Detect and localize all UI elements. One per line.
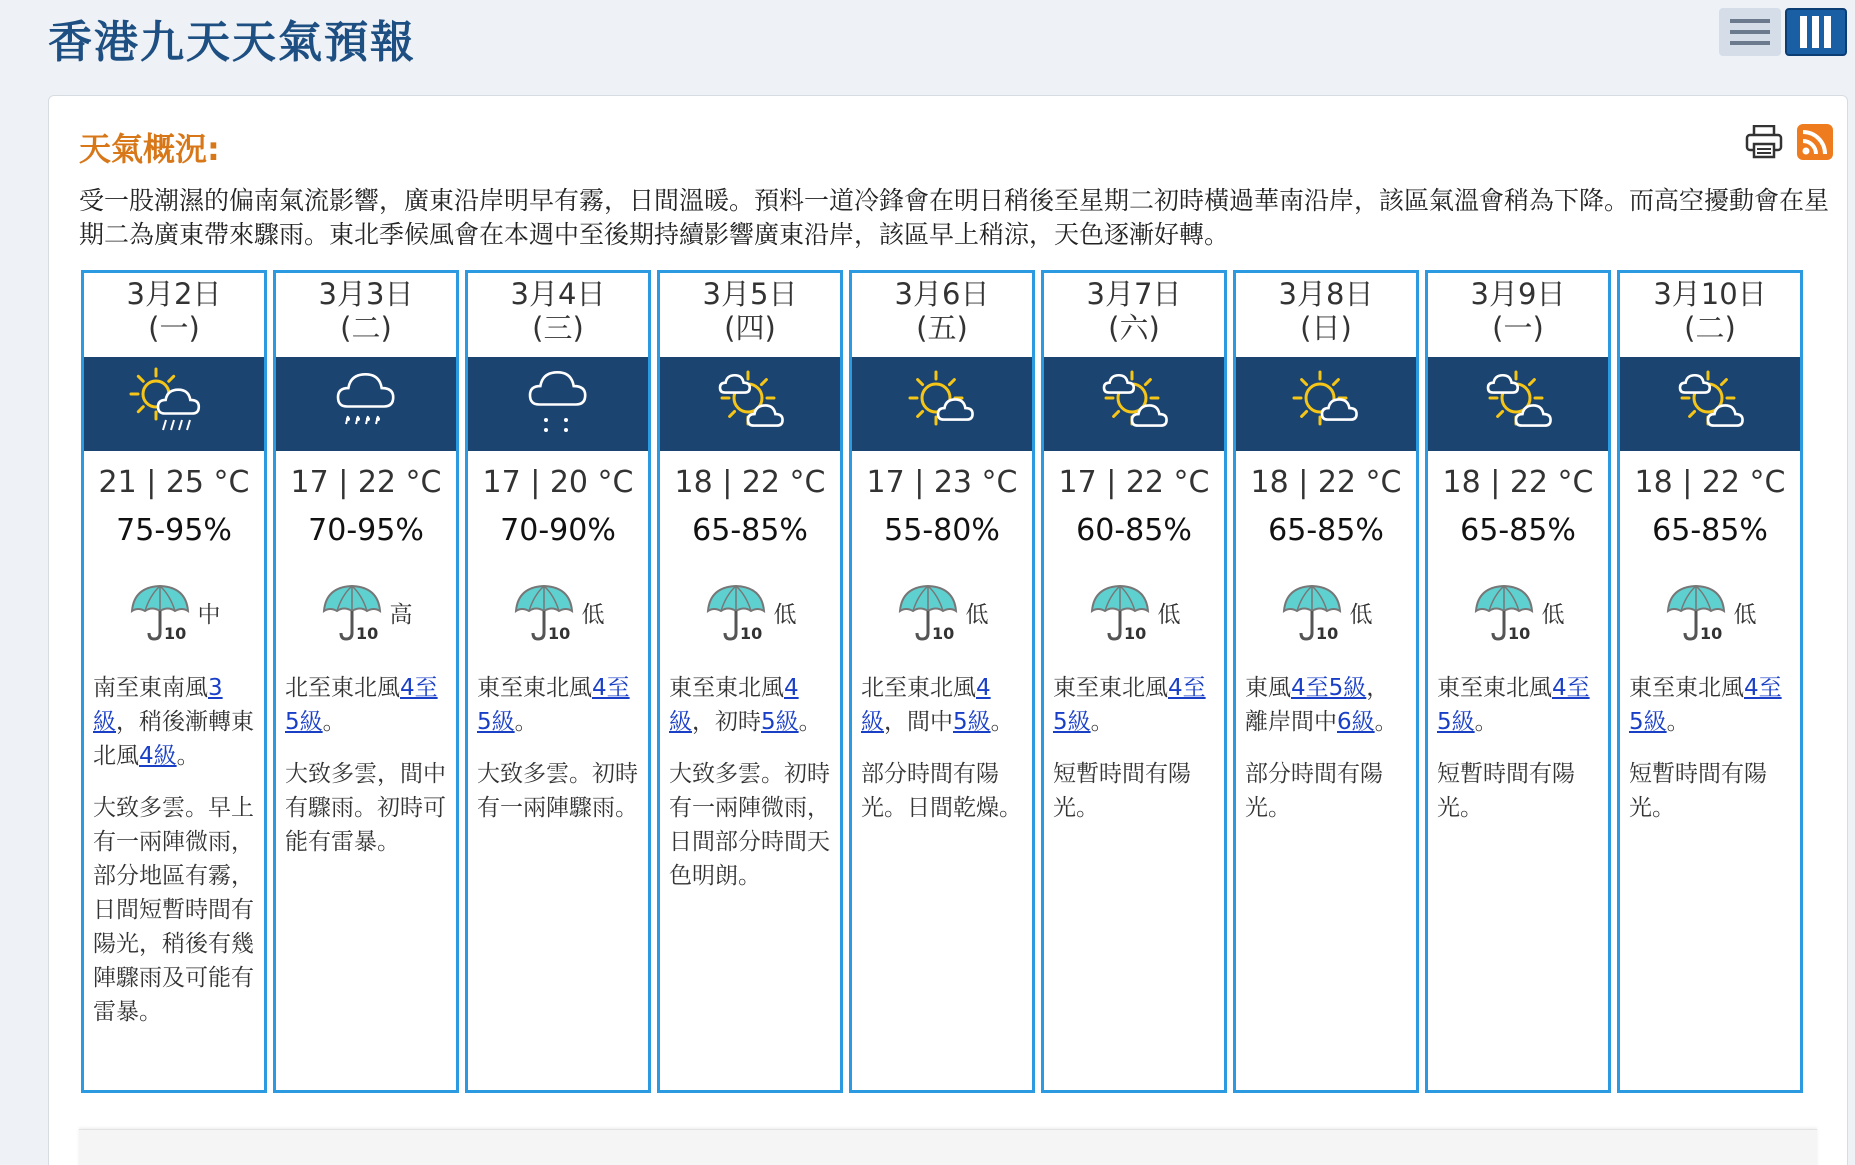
weather-description: 短暫時間有陽光。 — [1437, 761, 1575, 821]
date-label: 3月7日 — [1086, 277, 1182, 311]
weekday-label: (二) — [340, 311, 392, 345]
daily-forecast-list — [81, 270, 1803, 1093]
wind-text: 。 — [798, 709, 822, 735]
wind-description — [1620, 671, 1800, 739]
umbrella-icon — [128, 581, 192, 643]
umbrella-icon — [896, 581, 960, 643]
weather-icon-band — [660, 357, 840, 451]
humidity-range: 60-85% — [1076, 513, 1192, 548]
weather-description: 大致多雲。初時有一兩陣微雨，日間部分時間天色明朗。 — [669, 761, 830, 889]
svg-text:10: 10 — [739, 624, 762, 643]
umbrella-icon — [1664, 581, 1728, 643]
sun-cloud-rain-icon — [124, 364, 224, 444]
weather-icon-band — [276, 357, 456, 451]
rain-probability[interactable] — [1428, 577, 1608, 647]
weekday-label: (五) — [916, 311, 968, 345]
weather-description: 大致多雲。早上有一兩陣微雨，部分地區有霧，日間短暫時間有陽光，稍後有幾陣驟雨及可能有雷暴。 — [93, 795, 254, 1025]
rain-probability[interactable] — [84, 577, 264, 647]
wind-description — [84, 671, 264, 773]
temperature-range: 17 | 20 °C — [482, 465, 634, 500]
weather-description: 部分時間有陽光。 — [1245, 761, 1383, 821]
wind-text: 。 — [1090, 709, 1114, 735]
wind-force-link[interactable]: 4至5級 — [1053, 675, 1206, 735]
rain-probability-label: 低 — [1541, 601, 1565, 628]
day-column — [465, 270, 651, 1093]
rain-probability-label: 低 — [581, 601, 605, 628]
date-label: 3月6日 — [894, 277, 990, 311]
wind-text: 東至東北風 — [477, 675, 592, 701]
temperature-range: 17 | 23 °C — [866, 465, 1018, 500]
wind-force-link[interactable]: 4至5級 — [1291, 675, 1367, 701]
sun-cloud-icon — [892, 364, 992, 444]
page-title: 香港九天天氣預報 — [48, 17, 416, 68]
weather-description: 大致多雲，間中有驟雨。初時可能有雷暴。 — [285, 761, 446, 855]
umbrella-icon — [320, 581, 384, 643]
svg-text:10: 10 — [1507, 624, 1530, 643]
weekday-label: (二) — [1684, 311, 1736, 345]
wind-text: ，間中 — [884, 709, 953, 735]
wind-text: 北至東北風 — [285, 675, 400, 701]
wind-text: 。 — [176, 743, 200, 769]
weather-icon-band — [468, 357, 648, 451]
wind-force-link[interactable]: 3級 — [93, 675, 223, 735]
humidity-range: 65-85% — [1268, 513, 1384, 548]
weekday-label: (六) — [1108, 311, 1160, 345]
wind-text: 。 — [1666, 709, 1690, 735]
day-column — [1617, 270, 1803, 1093]
wind-description — [1236, 671, 1416, 739]
summary-text: 受一股潮濕的偏南氣流影響，廣東沿岸明早有霧，日間溫暖。預料一道冷鋒會在明日稍後至星期二初時橫過華南沿岸，該區氣溫會稍為下降。而高空擾動會在星期二為廣東帶來驟雨。東北季候風會在本週中至後期持續影響廣東沿岸，該區早上稍涼，天色逐漸好轉。 — [79, 186, 1830, 249]
rss-icon[interactable] — [1797, 124, 1833, 160]
cloud-drizzle-icon — [508, 364, 608, 444]
cloud-rain-icon — [316, 364, 416, 444]
printer-icon[interactable] — [1745, 125, 1783, 159]
weather-icon-band — [852, 357, 1032, 451]
temperature-range: 17 | 22 °C — [1058, 465, 1210, 500]
umbrella-icon — [704, 581, 768, 643]
humidity-range: 75-95% — [116, 513, 232, 548]
wind-text: 東至東北風 — [1437, 675, 1552, 701]
wind-text: 。 — [514, 709, 538, 735]
wind-text: 北至東北風 — [861, 675, 976, 701]
column-view-button[interactable] — [1785, 8, 1847, 56]
humidity-range: 65-85% — [1460, 513, 1576, 548]
svg-text:10: 10 — [547, 624, 570, 643]
humidity-range: 70-95% — [308, 513, 424, 548]
day-date — [660, 273, 840, 357]
humidity-range: 70-90% — [500, 513, 616, 548]
day-date — [1044, 273, 1224, 357]
weather-icon-band — [84, 357, 264, 451]
wind-force-link[interactable]: 4至5級 — [477, 675, 630, 735]
wind-force-link[interactable]: 5級 — [953, 709, 991, 735]
view-toggle — [1719, 8, 1847, 56]
date-label: 3月4日 — [510, 277, 606, 311]
rain-probability-label: 低 — [773, 601, 797, 628]
rain-probability[interactable] — [276, 577, 456, 647]
humidity-range: 55-80% — [884, 513, 1000, 548]
rain-probability[interactable] — [660, 577, 840, 647]
day-date — [852, 273, 1032, 357]
weekday-label: (一) — [148, 311, 200, 345]
weather-description: 短暫時間有陽光。 — [1629, 761, 1767, 821]
panel-tools — [1745, 124, 1833, 160]
svg-text:10: 10 — [931, 624, 954, 643]
forecast-panel — [48, 95, 1848, 1165]
day-date — [276, 273, 456, 357]
temperature-range: 17 | 22 °C — [290, 465, 442, 500]
umbrella-icon — [1472, 581, 1536, 643]
umbrella-icon — [1088, 581, 1152, 643]
wind-text: 東風 — [1245, 675, 1291, 701]
rain-probability-label: 低 — [1733, 601, 1757, 628]
day-date — [84, 273, 264, 357]
rain-probability[interactable] — [1620, 577, 1800, 647]
weather-icon-band — [1044, 357, 1224, 451]
wind-text: 。 — [990, 709, 1014, 735]
sun-clouds-icon — [1660, 364, 1760, 444]
svg-text:10: 10 — [163, 624, 186, 643]
svg-text:10: 10 — [1123, 624, 1146, 643]
temperature-range: 21 | 25 °C — [98, 465, 250, 500]
weekday-label: (四) — [724, 311, 776, 345]
temperature-range: 18 | 22 °C — [1250, 465, 1402, 500]
rain-probability-label: 低 — [1349, 601, 1373, 628]
summary-heading: 天氣概況: — [79, 130, 220, 168]
temperature-range: 18 | 22 °C — [674, 465, 826, 500]
wind-text: 。 — [1374, 709, 1398, 735]
day-column — [81, 270, 267, 1093]
weather-description: 大致多雲。初時有一兩陣驟雨。 — [477, 761, 638, 821]
sun-clouds-icon — [1084, 364, 1184, 444]
day-column — [1041, 270, 1227, 1093]
day-date — [1236, 273, 1416, 357]
weather-icon-band — [1620, 357, 1800, 451]
temperature-range: 18 | 22 °C — [1442, 465, 1594, 500]
weather-icon-band — [1236, 357, 1416, 451]
date-label: 3月8日 — [1278, 277, 1374, 311]
weekday-label: (一) — [1492, 311, 1544, 345]
list-view-button[interactable] — [1719, 8, 1781, 56]
date-label: 3月10日 — [1653, 277, 1767, 311]
day-column — [849, 270, 1035, 1093]
weather-icon-band — [1428, 357, 1608, 451]
wind-text: 。 — [1474, 709, 1498, 735]
wind-force-link[interactable]: 4級 — [669, 675, 799, 735]
list-view-icon — [1730, 17, 1770, 47]
rain-probability-label: 中 — [197, 601, 221, 628]
wind-description — [468, 671, 648, 739]
wind-text: 東至東北風 — [1629, 675, 1744, 701]
date-label: 3月5日 — [702, 277, 798, 311]
wind-force-link[interactable]: 4至5級 — [285, 675, 438, 735]
humidity-range: 65-85% — [692, 513, 808, 548]
wind-text: ，稍後漸轉東北風 — [93, 709, 254, 769]
day-column — [1425, 270, 1611, 1093]
wind-force-link[interactable]: 5級 — [761, 709, 799, 735]
wind-description — [276, 671, 456, 739]
wind-description — [852, 671, 1032, 739]
column-view-icon — [1798, 16, 1834, 48]
rain-probability-label: 高 — [389, 601, 413, 628]
wind-description — [1044, 671, 1224, 739]
umbrella-icon — [512, 581, 576, 643]
svg-text:10: 10 — [355, 624, 378, 643]
rain-probability[interactable] — [1236, 577, 1416, 647]
rain-probability-label: 低 — [1157, 601, 1181, 628]
weather-description: 短暫時間有陽光。 — [1053, 761, 1191, 821]
wind-force-link[interactable]: 4至5級 — [1437, 675, 1590, 735]
day-column — [1233, 270, 1419, 1093]
wind-text: 東至東北風 — [669, 675, 784, 701]
weather-description: 部分時間有陽光。日間乾燥。 — [861, 761, 1022, 821]
sun-cloud-icon — [1276, 364, 1376, 444]
day-date — [468, 273, 648, 357]
wind-description — [1428, 671, 1608, 739]
svg-text:10: 10 — [1699, 624, 1722, 643]
umbrella-icon — [1280, 581, 1344, 643]
rain-probability[interactable] — [468, 577, 648, 647]
svg-text:10: 10 — [1315, 624, 1338, 643]
date-label: 3月2日 — [126, 277, 222, 311]
sun-clouds-icon — [1468, 364, 1568, 444]
day-column — [657, 270, 843, 1093]
date-label: 3月9日 — [1470, 277, 1566, 311]
wind-text: 。 — [322, 709, 346, 735]
wind-force-link[interactable]: 4至5級 — [1629, 675, 1782, 735]
weekday-label: (日) — [1300, 311, 1352, 345]
day-date — [1428, 273, 1608, 357]
rain-probability-label: 低 — [965, 601, 989, 628]
rain-probability[interactable] — [1044, 577, 1224, 647]
wind-text: 南至東南風 — [93, 675, 208, 701]
wind-force-link[interactable]: 4級 — [861, 675, 991, 735]
sun-clouds-icon — [700, 364, 800, 444]
next-section-box — [79, 1129, 1817, 1165]
wind-text: 東至東北風 — [1053, 675, 1168, 701]
wind-description — [660, 671, 840, 739]
day-column — [273, 270, 459, 1093]
rain-probability[interactable] — [852, 577, 1032, 647]
wind-text: ，離岸間中 — [1245, 675, 1390, 735]
weekday-label: (三) — [532, 311, 584, 345]
wind-force-link[interactable]: 4級 — [139, 743, 177, 769]
date-label: 3月3日 — [318, 277, 414, 311]
temperature-range: 18 | 22 °C — [1634, 465, 1786, 500]
wind-force-link[interactable]: 6級 — [1337, 709, 1375, 735]
humidity-range: 65-85% — [1652, 513, 1768, 548]
day-date — [1620, 273, 1800, 357]
wind-text: ，初時 — [692, 709, 761, 735]
